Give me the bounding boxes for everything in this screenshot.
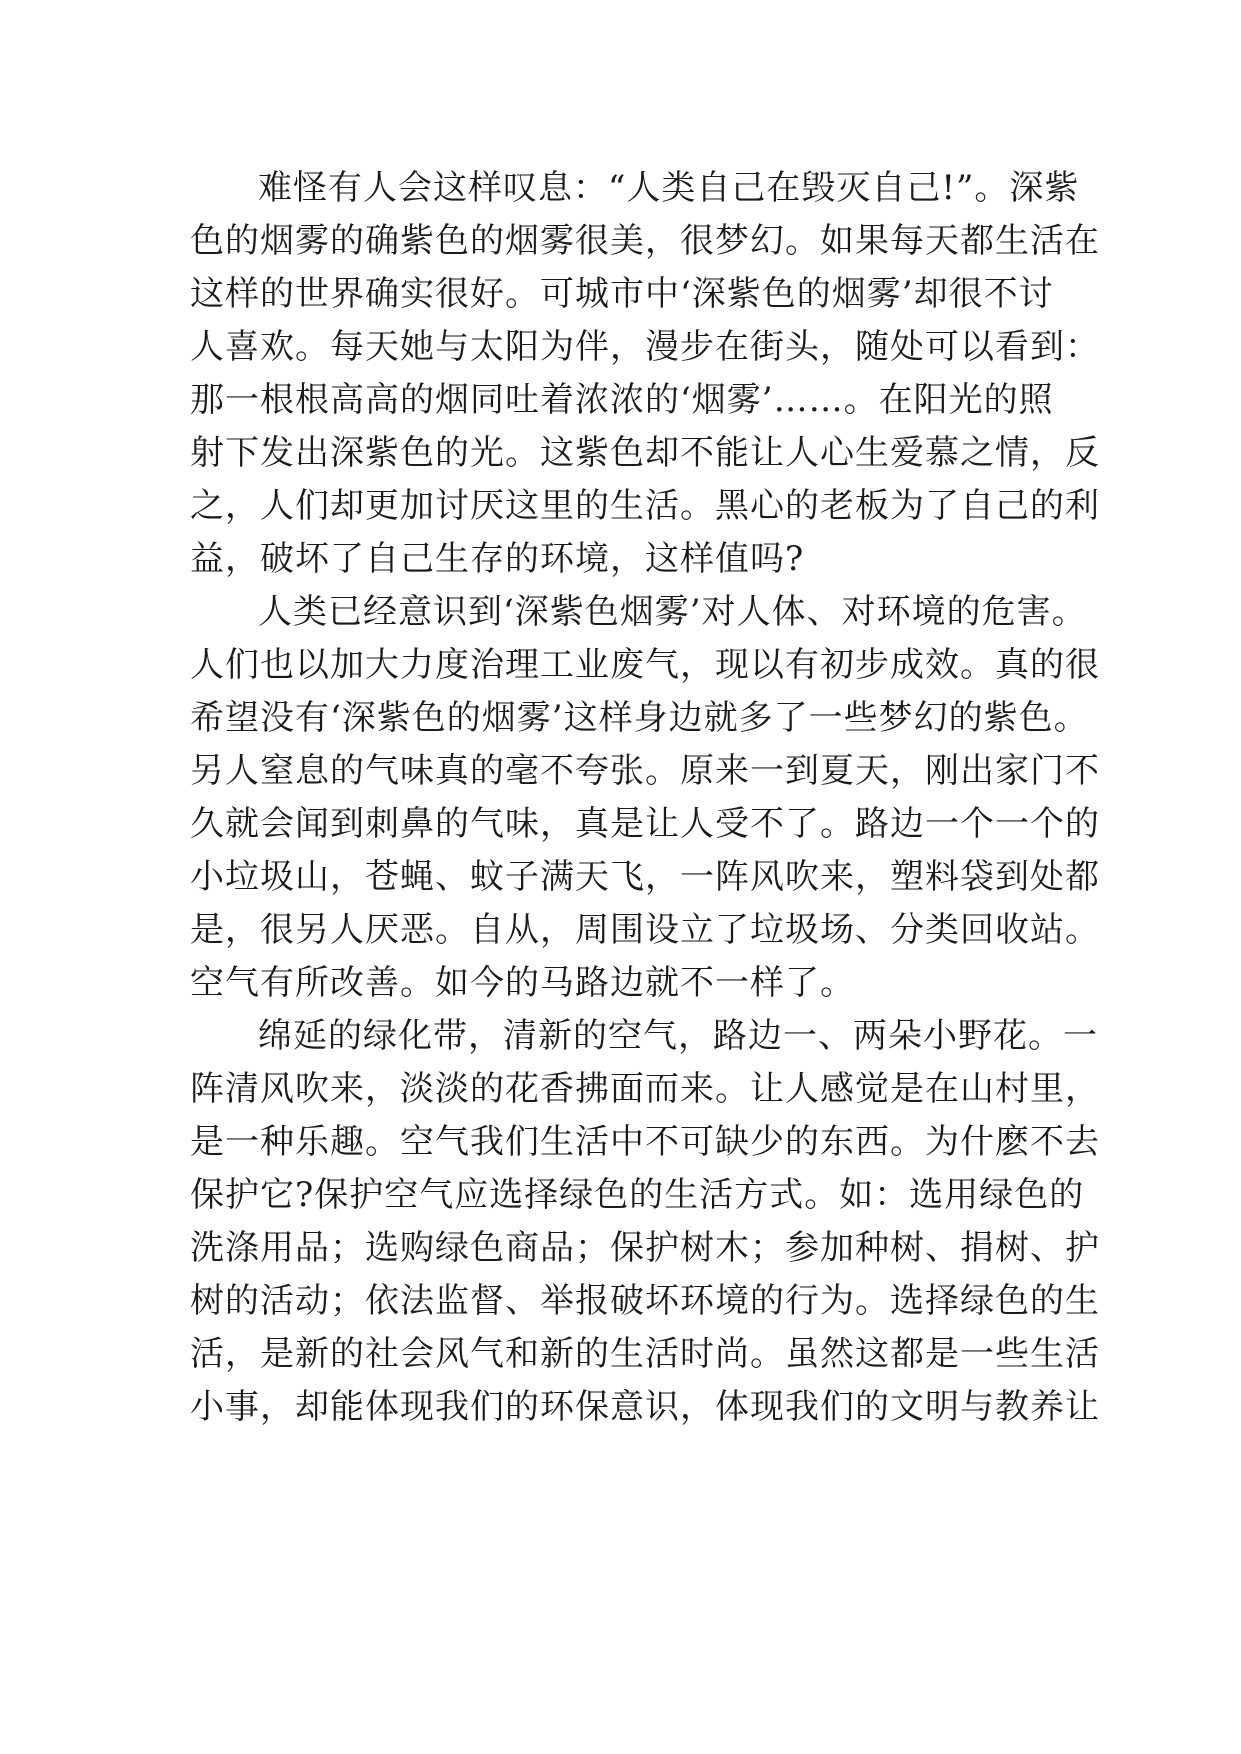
text-line: 色的烟雾的确紫色的烟雾很美，很梦幻。如果每天都生活在 xyxy=(190,221,1100,261)
text-line: 小事，却能体现我们的环保意识，体现我们的文明与教养让 xyxy=(190,1387,1100,1427)
text-line: 射下发出深紫色的光。这紫色却不能让人心生爱慕之情，反 xyxy=(190,433,1100,473)
text-line: 另人窒息的气味真的毫不夸张。原来一到夏天，刚出家门不 xyxy=(190,751,1100,791)
text-line: 人类已经意识到‘深紫色烟雾’对人体、对环境的危害。 xyxy=(258,592,1087,632)
text-line: 人们也以加大力度治理工业废气，现以有初步成效。真的很 xyxy=(190,645,1100,685)
text-line: 那一根根高高的烟同吐着浓浓的‘烟雾’……。在阳光的照 xyxy=(190,380,1054,420)
text-line: 空气有所改善。如今的马路边就不一样了。 xyxy=(190,963,855,1003)
text-line: 小垃圾山，苍蝇、蚊子满天飞，一阵风吹来，塑料袋到处都 xyxy=(190,857,1100,897)
text-line: 树的活动；依法监督、举报破坏环境的行为。选择绿色的生 xyxy=(190,1281,1100,1321)
text-line: 是，很另人厌恶。自从，周围设立了垃圾场、分类回收站。 xyxy=(190,910,1100,950)
text-line: 洗涤用品；选购绿色商品；保护树木；参加种树、捐树、护 xyxy=(190,1228,1100,1268)
text-line: 是一种乐趣。空气我们生活中不可缺少的东西。为什麽不去 xyxy=(190,1122,1100,1162)
text-line: 久就会闻到刺鼻的气味，真是让人受不了。路边一个一个的 xyxy=(190,804,1100,844)
text-line: 绵延的绿化带，清新的空气，路边一、两朵小野花。一 xyxy=(258,1016,1098,1056)
text-line: 益，破坏了自己生存的环境，这样值吗? xyxy=(190,539,805,579)
text-line: 难怪有人会这样叹息：“人类自己在毁灭自己!”。深紫 xyxy=(258,168,1080,208)
text-line: 活，是新的社会风气和新的生活时尚。虽然这都是一些生活 xyxy=(190,1334,1100,1374)
text-line: 希望没有‘深紫色的烟雾’这样身边就多了一些梦幻的紫色。 xyxy=(190,698,1089,738)
text-line: 阵清风吹来，淡淡的花香拂面而来。让人感觉是在山村里， xyxy=(190,1069,1100,1109)
text-line: 这样的世界确实很好。可城市中‘深紫色的烟雾’却很不讨 xyxy=(190,274,1054,314)
text-line: 保护它?保护空气应选择绿色的生活方式。如：选用绿色的 xyxy=(190,1175,1085,1215)
text-line: 之，人们却更加讨厌这里的生活。黑心的老板为了自己的利 xyxy=(190,486,1100,526)
text-line: 人喜欢。每天她与太阳为伴，漫步在街头，随处可以看到： xyxy=(190,327,1100,367)
